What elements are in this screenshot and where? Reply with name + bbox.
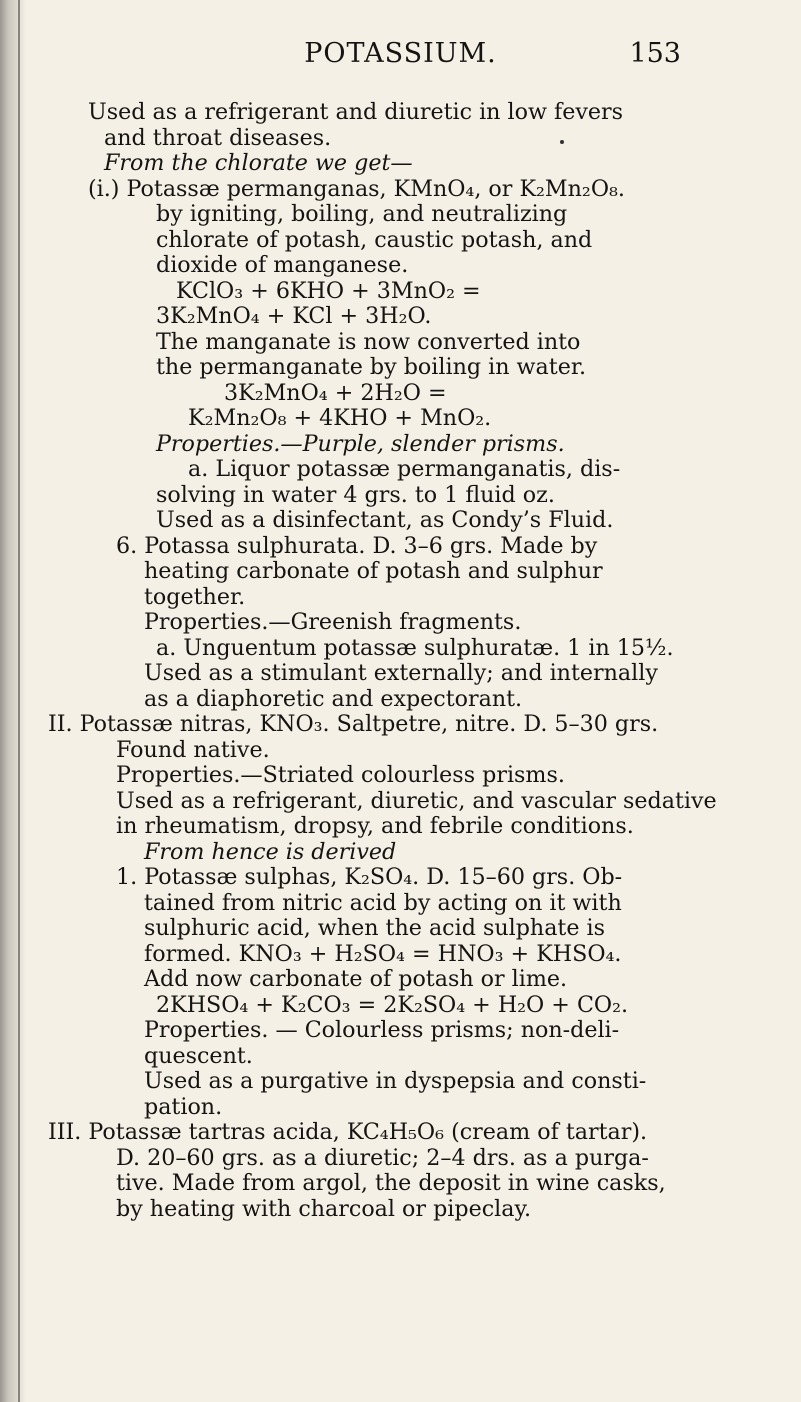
text-line: a. Unguentum potassæ sulphuratæ. 1 in 15½. [156, 634, 674, 661]
text-line: a. Liquor potassæ permanganatis, dis- [188, 456, 621, 482]
page-number: 153 [629, 38, 681, 69]
text-line: Found native. [116, 736, 270, 763]
page-title: POTASSIUM. [304, 38, 497, 69]
text-line: dioxide of manganese. [156, 252, 409, 278]
text-line: The manganate is now converted into [156, 328, 581, 355]
text-line: Properties.—Greenish fragments. [144, 609, 522, 635]
text-line: pation. [144, 1093, 223, 1120]
text-line: in rheumatism, dropsy, and febrile conditions. [116, 813, 634, 839]
text-line: From hence is derived [144, 838, 397, 865]
text-line: as a diaphoretic and expectorant. [144, 685, 523, 712]
text-line: From the chlorate we get— [104, 150, 413, 176]
text-line: Properties.—Striated colourless prisms. [116, 762, 565, 788]
text-line: Used as a refrigerant, diuretic, and vascular sedative [116, 787, 717, 814]
text-line: heating carbonate of potash and sulphur [144, 558, 603, 584]
text-line: D. 20–60 grs. as a diuretic; 2–4 drs. as a purga- [116, 1144, 649, 1171]
text-line: the permanganate by boiling in water. [156, 354, 587, 380]
text-line: 6. Potassa sulphurata. D. 3–6 grs. Made by [116, 532, 598, 559]
page-body [48, 100, 748, 1222]
text-line: Properties.—Purple, slender prisms. [156, 430, 565, 457]
text-line: and throat diseases. [104, 124, 332, 151]
text-line: Used as a stimulant externally; and internally [144, 660, 658, 686]
equation-line: 2KHSO₄ + K₂CO₃ = 2K₂SO₄ + H₂O + CO₂. [156, 991, 629, 1018]
text-line: II. Potassæ nitras, KNO₃. Saltpetre, nitre. D. 5–30 grs. [48, 711, 659, 737]
text-line: by heating with charcoal or pipeclay. [116, 1195, 532, 1222]
text-line: Used as a purgative in dyspepsia and consti- [144, 1068, 647, 1094]
text-line: 1. Potassæ sulphas, K₂SO₄. D. 15–60 grs. Ob- [116, 864, 623, 890]
page-gutter-shadow [0, 0, 26, 1402]
text-line: Add now carbonate of potash or lime. [144, 966, 568, 992]
text-line: (i.) Potassæ permanganas, KMnO₄, or K₂Mn₂O₈. [88, 175, 625, 202]
equation-line: 3K₂MnO₄ + KCl + 3H₂O. [156, 303, 432, 329]
text-line: formed. KNO₃ + H₂SO₄ = HNO₃ + KHSO₄. [144, 940, 622, 967]
text-line: Used as a disinfectant, as Condy’s Fluid. [156, 507, 614, 533]
text-line: chlorate of potash, caustic potash, and [156, 226, 593, 253]
text-line: Used as a refrigerant and diuretic in low fevers [88, 99, 624, 125]
text-line: together. [144, 583, 246, 610]
bleed-through-marks [781, 650, 799, 770]
text-line: sulphuric acid, when the acid sulphate is [144, 915, 606, 941]
equation-line: KClO₃ + 6KHO + 3MnO₂ = [176, 277, 481, 304]
binding-edge-line [18, 0, 20, 1402]
text-line: Properties. — Colourless prisms; non-deli- [144, 1017, 620, 1043]
equation-line: K₂Mn₂O₈ + 4KHO + MnO₂. [188, 405, 492, 431]
text-line: tive. Made from argol, the deposit in wine casks, [116, 1170, 666, 1196]
equation-line: 3K₂MnO₄ + 2H₂O = [224, 379, 447, 406]
text-line: by igniting, boiling, and neutralizing [156, 201, 568, 227]
text-line: III. Potassæ tartras acida, KC₄H₅O₆ (cream of tartar). [48, 1119, 648, 1145]
text-line: tained from nitric acid by acting on it with [144, 889, 622, 916]
text-line: solving in water 4 grs. to 1 fluid oz. [156, 481, 555, 508]
text-line: quescent. [144, 1042, 253, 1069]
running-header [0, 38, 801, 78]
